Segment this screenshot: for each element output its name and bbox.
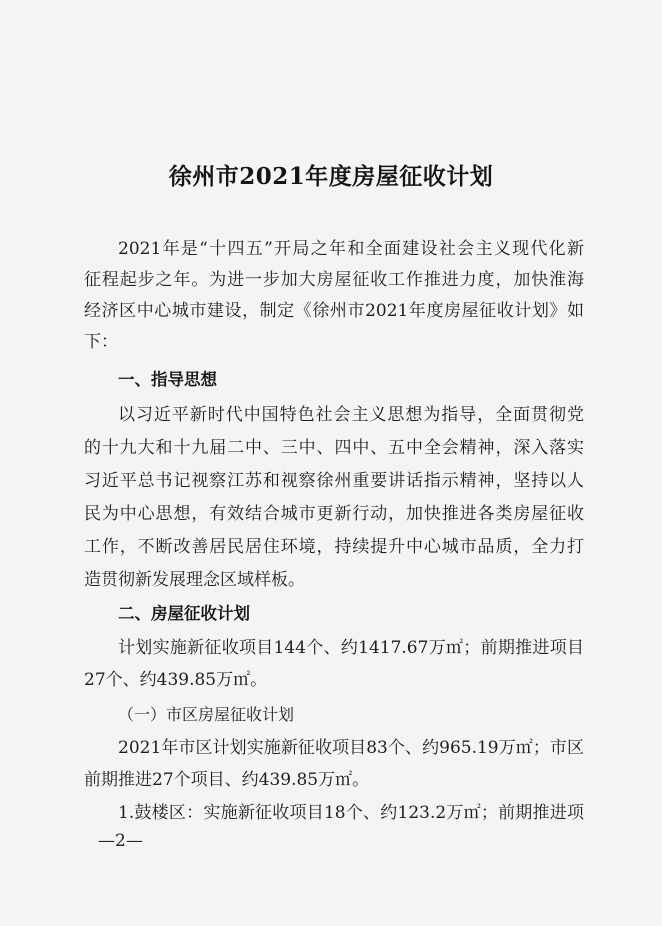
section-heading-expropriation-plan: 二、房屋征收计划 (118, 604, 250, 623)
section1-line-4: 民为中心思想，有效结合城市更新行动，加快推进各类房屋征收 (84, 504, 584, 524)
subsection-line-1: 2021年市区计划实施新征收项目83个、约965.19万㎡；市区 (118, 738, 584, 758)
section1-line-2: 的十九大和十九届二中、三中、四中、五中全会精神，深入落实 (84, 438, 584, 458)
section1-line-6: 造贯彻新发展理念区域样板。 (84, 570, 305, 590)
section2-line-2: 27个、约439.85万㎡。 (84, 670, 268, 690)
section2-line-1: 计划实施新征收项目144个、约1417.67万㎡；前期推进项目 (118, 638, 584, 658)
document-title: 徐州市2021年度房屋征收计划 (168, 163, 494, 190)
section1-line-5: 工作，不断改善居民居住环境，持续提升中心城市品质，全力打 (84, 537, 584, 557)
subsection-line-2: 前期推进27个项目、约439.85万㎡。 (84, 770, 370, 790)
intro-line-4: 下： (84, 332, 118, 352)
item-gulou-district: 1.鼓楼区：实施新征收项目18个、约123.2万㎡；前期推进项 (118, 803, 584, 823)
intro-line-1: 2021年是“十四五”开局之年和全面建设社会主义现代化新 (118, 239, 584, 259)
intro-line-3: 经济区中心城市建设，制定《徐州市2021年度房屋征收计划》如 (84, 301, 584, 321)
intro-line-2: 征程起步之年。为进一步加大房屋征收工作推进力度，加快淮海 (84, 270, 584, 290)
section-heading-guiding-ideology: 一、指导思想 (118, 370, 217, 389)
section1-line-3: 习近平总书记视察江苏和视察徐州重要讲话指示精神，坚持以人 (84, 471, 584, 491)
page-number: —2— (98, 831, 143, 851)
subsection-heading-urban-plan: （一）市区房屋征收计划 (118, 705, 295, 724)
section1-line-1: 以习近平新时代中国特色社会主义思想为指导，全面贯彻党 (118, 405, 584, 425)
